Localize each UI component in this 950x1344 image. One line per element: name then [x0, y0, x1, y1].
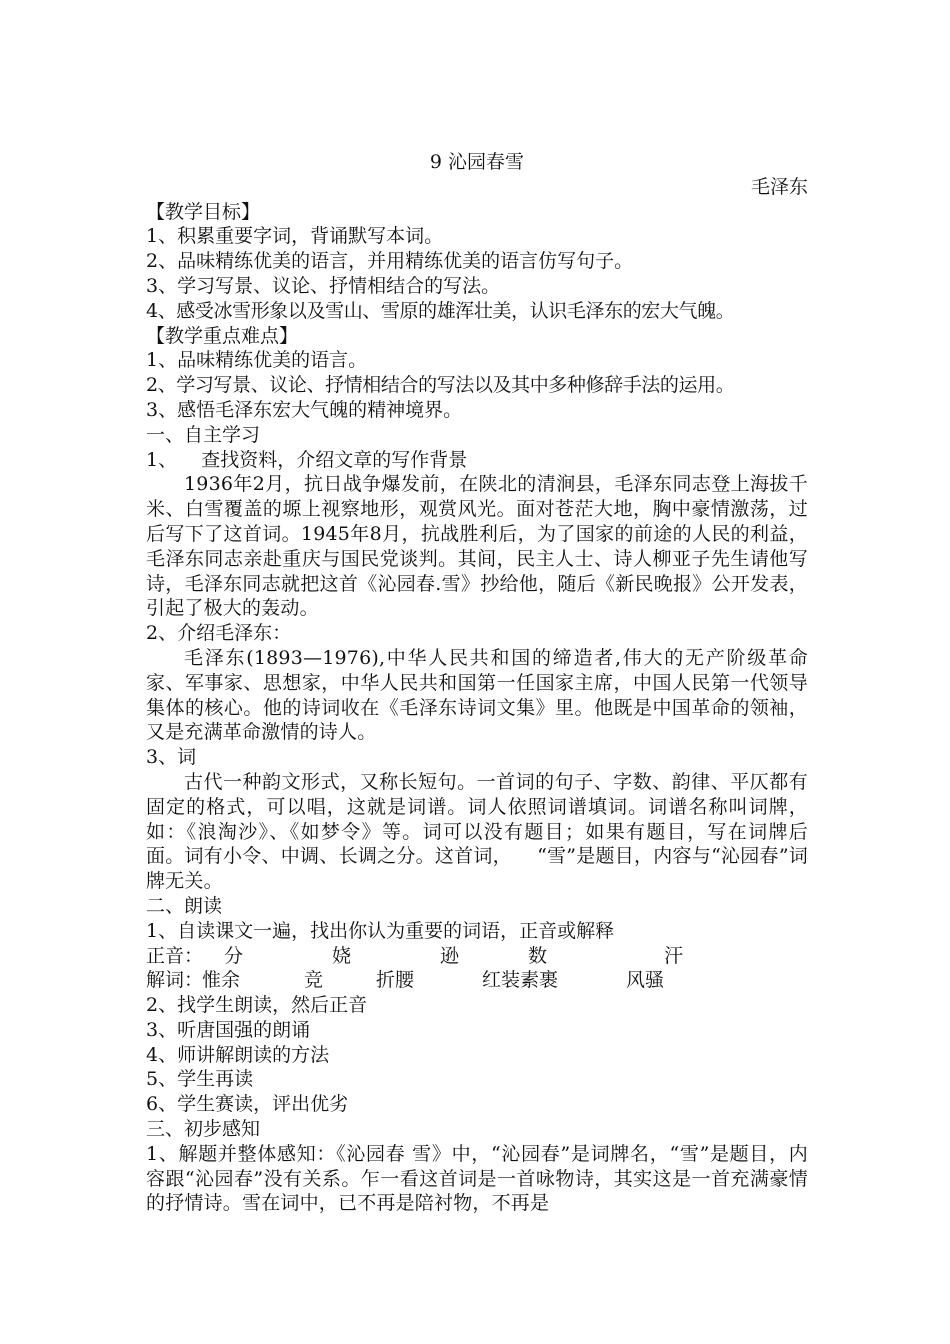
- keypoint-item: 2、学习写景、议论、抒情相结合的写法以及其中多种修辞手法的运用。: [146, 374, 735, 397]
- keypoints-heading: 【教学重点难点】: [146, 324, 299, 347]
- pronunciation-word: 娆: [332, 944, 352, 967]
- pronunciation-word: 数: [528, 944, 548, 967]
- vocabulary-word: 红装素裹: [482, 969, 559, 992]
- pronunciation-word: 汗: [664, 944, 684, 967]
- objective-item: 2、品味精练优美的语言，并用精练优美的语言仿写句子。: [146, 250, 634, 273]
- vocabulary-word: 风骚: [626, 969, 665, 992]
- vocabulary-word: 惟余: [202, 969, 241, 992]
- author-name: 毛泽东: [750, 175, 808, 198]
- pronunciation-word: 逊: [440, 944, 460, 967]
- mao-intro-paragraph: 毛泽东(1893—1976),中华人民共和国的缔造者,伟大的无产阶级革命家、军事家、思想家，中华人民共和国第一任国家主席，中国人民第一代领导集体的核心。他的诗词收在《毛泽东诗词文集》里。他既是中国革命的领袖，又是充满革命激情的诗人。: [146, 646, 808, 744]
- objectives-heading: 【教学目标】: [146, 200, 261, 223]
- document-page: [146, 150, 808, 1216]
- pronunciation-word: 分: [224, 944, 244, 967]
- ci-intro-paragraph: 古代一种韵文形式，又称长短句。一首词的句子、字数、韵律、平仄都有固定的格式，可以唱，这就是词谱。词人依照词谱填词。词谱名称叫词牌，如：《浪淘沙》、《如梦令》等。词可以没有题目；如果有题目，写在词牌后面。词有小令、中调、长调之分。这首词， “雪”是题目，内容与“沁园春”词牌无关。: [146, 770, 808, 893]
- pronunciation-label: 正音：: [146, 944, 204, 967]
- keypoint-item: 1、品味精练优美的语言。: [146, 349, 368, 372]
- keypoint-item: 3、感悟毛泽东宏大气魄的精神境界。: [146, 398, 463, 421]
- self-study-item: 2、介绍毛泽东：: [146, 622, 292, 645]
- vocabulary-row: [146, 968, 808, 993]
- pronunciation-row: [146, 944, 808, 969]
- reading-item: 1、自读课文一遍，找出你认为重要的词语，正音或解释: [146, 919, 615, 942]
- initial-perception-paragraph: 1、解题并整体感知：《沁园春 雪》中，“沁园春”是词牌名，“雪”是题目，内容跟“沁园春”没有关系。乍一看这首词是一首咏物诗，其实这是一首充满豪情的抒情诗。雪在词中，已不再是陪衬物，不再是: [146, 1142, 808, 1215]
- objective-item: 1、积累重要字词，背诵默写本词。: [146, 225, 444, 248]
- objective-item: 4、感受冰雪形象以及雪山、雪原的雄浑壮美，认识毛泽东的宏大气魄。: [146, 299, 735, 322]
- self-study-item: 3、词: [146, 746, 197, 769]
- reading-item: 3、听唐国强的朗诵: [146, 1018, 311, 1041]
- vocabulary-label: 解词：: [146, 969, 204, 992]
- reading-item: 5、学生再读: [146, 1068, 254, 1091]
- document-title: 9 沁园春雪: [429, 151, 525, 173]
- reading-item: 6、学生赛读，评出优劣: [146, 1093, 349, 1116]
- reading-item: 2、找学生朗读，然后正音: [146, 994, 368, 1017]
- self-study-item: 1、 查找资料，介绍文章的写作背景: [146, 448, 468, 471]
- section-heading-self-study: 一、自主学习: [146, 423, 261, 446]
- section-heading-reading: 二、朗读: [146, 894, 223, 917]
- background-paragraph: 1936年2月，抗日战争爆发前，在陕北的清涧县，毛泽东同志登上海拔千米、白雪覆盖的塬上视察地形，观赏风光。面对苍茫大地，胸中豪情激荡，过后写下了这首词。1945年8月，抗战胜利后，为了国家的前途的人民的利益，毛泽东同志亲赴重庆与国民党谈判。其间，民主人士、诗人柳亚子先生请他写诗，毛泽东同志就把这首《沁园春.雪》抄给他，随后《新民晚报》公开发表，引起了极大的轰动。: [146, 473, 808, 620]
- vocabulary-word: 竞: [304, 969, 324, 992]
- objective-item: 3、学习写景、议论、抒情相结合的写法。: [146, 274, 501, 297]
- section-heading-initial-perception: 三、初步感知: [146, 1118, 261, 1141]
- reading-item: 4、师讲解朗读的方法: [146, 1043, 330, 1066]
- vocabulary-word: 折腰: [376, 969, 415, 992]
